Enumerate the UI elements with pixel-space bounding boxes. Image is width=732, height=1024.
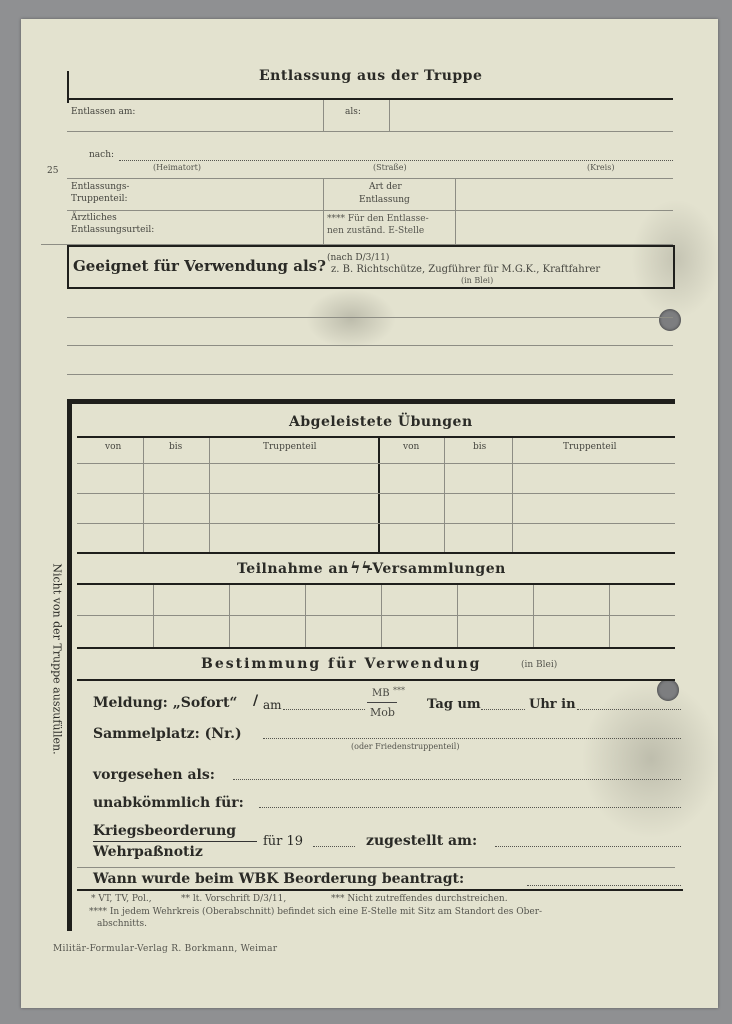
fuer-entlasse-note: nen zuständ. E-Stelle [327,226,425,236]
divider [389,100,390,132]
geeignet-in-blei: (in Blei) [461,276,494,285]
paper-stain [581,679,721,839]
uebungen-title: Abgeleistete Übungen [289,414,473,430]
row-rule [67,210,673,211]
unabkoemmlich-label: unabkömmlich für: [93,795,244,811]
bracket-top [67,399,675,404]
row-rule [67,178,673,179]
table-row-rule [77,463,675,464]
col-divider [457,585,458,647]
vorgesehen-label: vorgesehen als: [93,767,215,783]
uebungen-header: bis [473,442,487,452]
col-divider [609,585,610,647]
entlassen-am-label: Entlassen am: [71,107,136,117]
fuer-19-label: für 19 [263,834,304,849]
nach-line [119,160,673,161]
kriegsbeorderung-label: Kriegsbeorderung [93,823,237,839]
tag-um-label: Tag um [427,697,481,712]
uebungen-header: Truppenteil [563,442,617,452]
col-divider [444,438,445,552]
footnote-3: abschnitts. [97,919,147,929]
divider [323,178,324,244]
meldung-label: Meldung: „Sofort“ [93,695,238,711]
bestimmung-title: Bestimmung für Verwendung [201,656,482,672]
top-title-rule [67,98,673,100]
section-rule [77,552,675,554]
form-sheet [21,19,718,1008]
divider [455,178,456,244]
am-label: am [263,698,282,712]
am-line [283,709,365,710]
col-divider [378,438,380,552]
blank-line [67,374,673,375]
oder-frieden-caption: (oder Friedenstruppenteil) [351,742,460,751]
side-note: Nicht von der Truppe auszufüllen. [50,563,64,755]
uhr-in-line [577,709,681,710]
zugestellt-label: zugestellt am: [366,833,478,849]
meldung-slash: / [253,693,259,709]
fuer-entlasse-note: **** Für den Entlasse- [327,214,429,224]
blank-line [67,345,673,346]
nach-label: nach: [89,150,115,160]
wann-label: Wann wurde beim WBK Beorderung beantragt: [93,871,465,887]
truppenteil-label: Entlassungs- [71,182,130,192]
table-row-rule [77,493,675,494]
wehrpassnotiz-label: Wehrpaßnotiz [93,844,203,860]
teilnahme-rule [77,583,675,585]
publisher-imprint: Militär-Formular-Verlag R. Borkmann, Weimar [53,944,278,954]
uebungen-header: Truppenteil [263,442,317,452]
aerztlich-label: Ärztliches [71,213,117,223]
nach-d-note: (nach D/3/11) [327,253,390,263]
uebungen-rule [77,436,675,438]
blank-line [67,317,673,318]
col-divider [305,585,306,647]
bestimmung-rule [77,679,675,681]
mb-footnote-mark: *** [393,686,405,695]
col-divider [512,438,513,552]
wann-top-rule [77,867,675,868]
aerztlich-label: Entlassungsurteil: [71,225,155,235]
kreis-caption: (Kreis) [587,163,615,172]
col-divider [209,438,210,552]
section-rule [77,647,675,649]
mb-label: MB [372,688,390,699]
punch-hole [657,679,679,701]
uebungen-header: von [105,442,122,452]
uhr-in-label: Uhr in [529,697,576,712]
punch-hole [659,309,681,331]
bracket-rule [67,399,72,931]
truppenteil-label: Truppenteil: [71,194,128,204]
mb-fraction-bar [367,702,397,703]
als-label: als: [345,107,361,117]
sammelplatz-line [263,738,681,739]
tag-um-line [481,709,525,710]
unabkoemmlich-line [259,807,681,808]
col-divider [143,438,144,552]
art-label: Entlassung [359,195,410,205]
strasse-caption: (Straße) [373,163,407,172]
ss-rune-symbol: ϟϟ [350,558,373,577]
geeignet-example: z. B. Richtschütze, Zugführer für M.G.K., Kraftfahrer [331,264,601,275]
uebungen-header: von [403,442,420,452]
col-divider [533,585,534,647]
wann-line [527,885,681,886]
kriegsbeorderung-bar [93,841,257,842]
teilnahme-title-pre: Teilnahme an [237,561,349,577]
art-label: Art der [369,182,402,192]
col-divider [229,585,230,647]
footnote-2: **** In jedem Wehrkreis (Oberabschnitt) befindet sich eine E-Stelle mit Sitz am Standort des Ober- [89,907,543,917]
footnote-1a: * VT, TV, Pol., [91,894,152,904]
bestimmung-in-blei: (in Blei) [521,660,558,670]
footnote-1c: *** Nicht zutreffendes durchstreichen. [331,894,508,904]
footnote-1b: ** lt. Vorschrift D/3/11, [181,894,287,904]
mob-label: Mob [370,706,395,719]
wann-bottom-rule [77,889,683,891]
fuer-19-line [313,846,355,847]
zugestellt-line [495,846,681,847]
heimatort-caption: (Heimatort) [153,163,201,172]
uebungen-header: bis [169,442,183,452]
table-row-rule [77,615,675,616]
col-divider [381,585,382,647]
row-rule [67,131,673,132]
col-divider [153,585,154,647]
vorgesehen-line [233,779,681,780]
top-section-title: Entlassung aus der Truppe [259,68,483,84]
paper-stain [306,289,396,349]
divider [323,100,324,132]
table-row-rule [77,523,675,524]
sammelplatz-label: Sammelplatz: (Nr.) [93,726,242,742]
margin-number: 25 [47,166,59,176]
teilnahme-title-post: -Versammlungen [367,561,506,577]
geeignet-label: Geeignet für Verwendung als? [73,257,326,275]
